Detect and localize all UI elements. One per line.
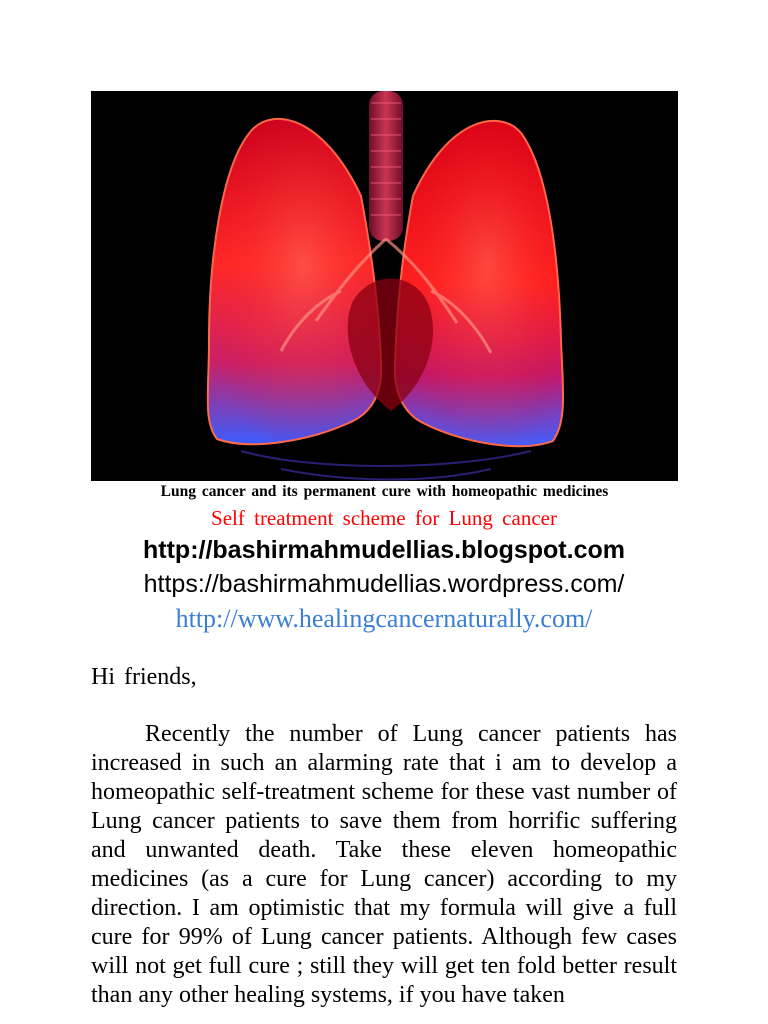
- body-paragraph: Recently the number of Lung cancer patients has increased in such an alarming rate that i am to develop a homeopathic self-treatment scheme for these vast number of Lung cancer patients to save them from horrific suffering and unwanted death. Take these eleven homeopathic medicines (as a cure for Lung cancer) according to my direction. I am optimistic that my formula will give a full cure for 99% of Lung cancer patients. Although few cases will not get full cure ; still they will get ten fold better result than any other healing systems, if you have taken: [91, 721, 677, 1008]
- healing-cancer-link[interactable]: http://www.healingcancernaturally.com/: [175, 604, 593, 633]
- wordpress-link[interactable]: https://bashirmahmudellias.wordpress.com/: [143, 570, 625, 598]
- lungs-image: [91, 91, 678, 481]
- lungs-illustration: [91, 91, 678, 481]
- image-caption: Lung cancer and its permanent cure with homeopathic medicines: [160, 483, 609, 500]
- document-subtitle: Self treatment scheme for Lung cancer: [211, 506, 557, 530]
- blogspot-link[interactable]: http://bashirmahmudellias.blogspot.com: [143, 536, 625, 564]
- greeting: Hi friends,: [91, 664, 197, 690]
